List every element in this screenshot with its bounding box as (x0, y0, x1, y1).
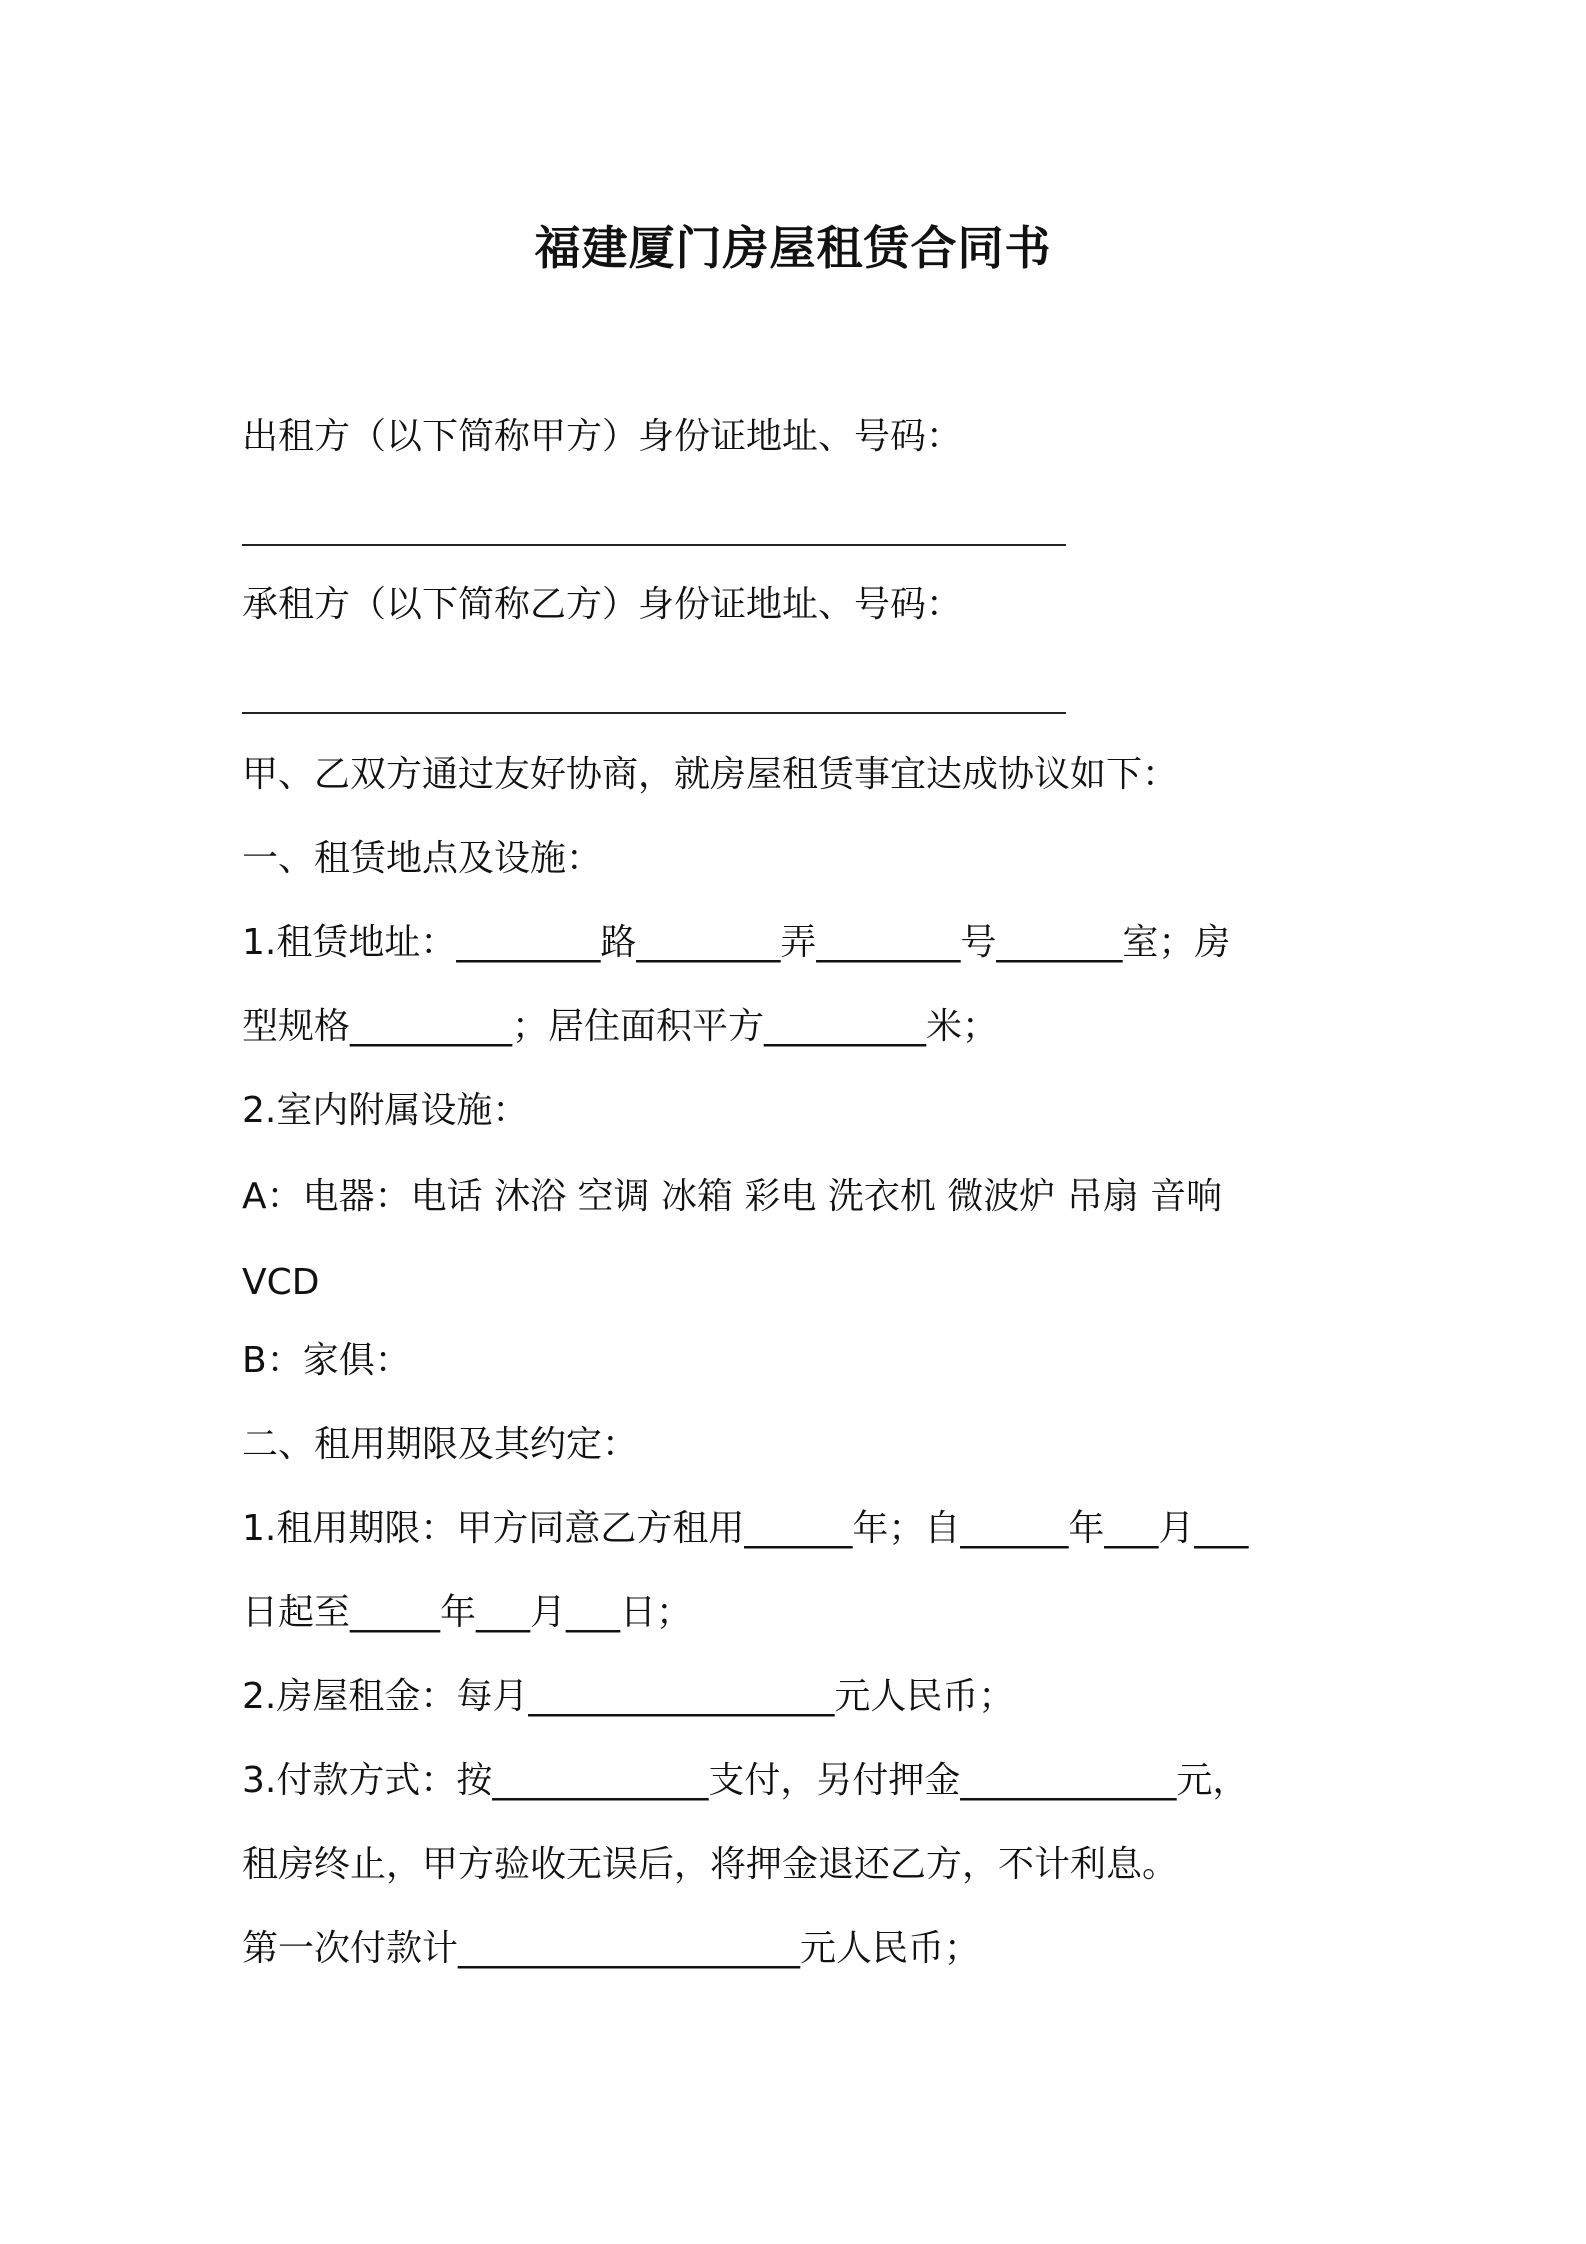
appliances-line-2: VCD (242, 1262, 320, 1303)
agreement-intro: 甲、乙双方通过友好协商，就房屋租赁事宜达成协议如下： (242, 754, 1179, 795)
term-line-2: 日起至_____年___月___日； (242, 1592, 693, 1633)
party-a-line: 出租方（以下简称甲方）身份证地址、号码： (242, 416, 963, 457)
section1-heading: 一、租赁地点及设施： (242, 838, 603, 879)
party-b-line: 承租方（以下简称乙方）身份证地址、号码： (242, 584, 963, 625)
payment-line-2: 租房终止，甲方验收无误后，将押金退还乙方，不计利息。 (242, 1844, 1179, 1885)
facilities-heading: 2.室内附属设施： (242, 1090, 529, 1131)
appliances-line-1: A：电器：电话 沐浴 空调 冰箱 彩电 洗衣机 微波炉 吊扇 音响 (242, 1176, 1223, 1217)
rent-line: 2.房屋租金：每月_________________元人民币； (242, 1676, 1015, 1717)
payment-line-1: 3.付款方式：按____________支付，另付押金____________元， (242, 1760, 1249, 1801)
document-title: 福建厦门房屋租赁合同书 (534, 221, 1052, 275)
furniture-line: B：家俱： (242, 1340, 411, 1381)
section2-heading: 二、租用期限及其约定： (242, 1424, 639, 1465)
term-line-1: 1.租用期限：甲方同意乙方租用______年；自______年___月___ (242, 1508, 1249, 1549)
party-a-blank-rule (242, 544, 1066, 546)
party-b-blank-rule (242, 712, 1066, 714)
address-line-2: 型规格_________；居住面积平方_________米； (242, 1006, 999, 1047)
address-line-1: 1.租赁地址：________路________弄________号_______室；房 (242, 922, 1231, 963)
first-payment-line: 第一次付款计___________________元人民币； (242, 1928, 981, 1969)
